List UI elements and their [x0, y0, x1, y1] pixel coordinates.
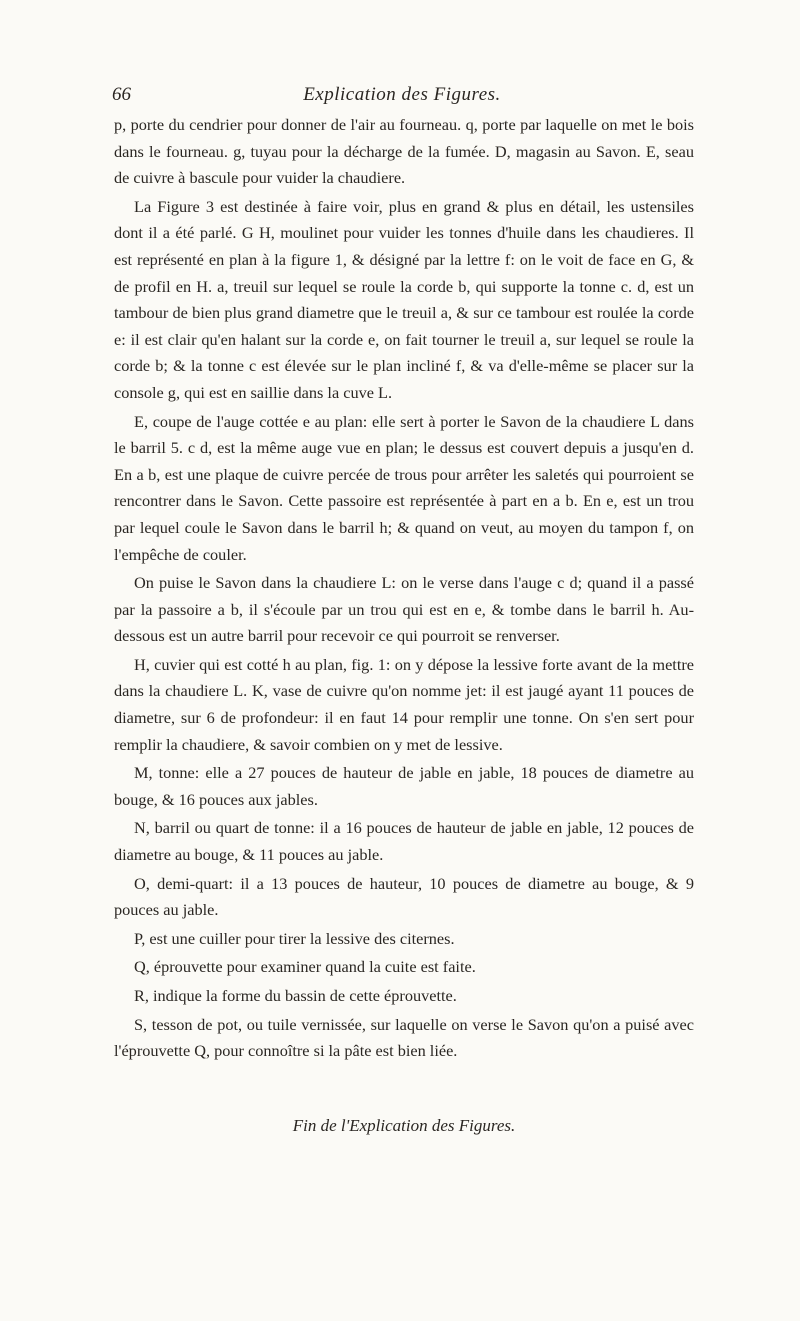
paragraph: N, barril ou quart de tonne: il a 16 pouces de hauteur de jable en jable, 12 pouces de diametre au bouge, & 11 pouces au jable. [114, 818, 694, 865]
paragraph: p, porte du cendrier pour donner de l'air au fourneau. q, porte par laquelle on met le bois dans le fourneau. g, tuyau pour la décharge de la fumée. D, magasin au Savon. E, seau de cuivre à bascule pour vuider la chaudiere. [114, 115, 694, 188]
body-text [114, 112, 694, 1067]
paragraph: S, tesson de pot, ou tuile vernissée, sur laquelle on verse le Savon qu'on a puisé avec l'éprouvette Q, pour connoître si la pâte est bien liée. [114, 1014, 694, 1061]
paragraph: E, coupe de l'auge cottée e au plan: elle sert à porter le Savon de la chaudiere L dans le barril 5. c d, est la même auge vue en plan; le dessus est couvert depuis a jusqu'en d. En a b, est une plaque de cuivre percée de trous pour arrêter les saletés qui pourroient se rencontrer dans le Savon. Cette passoire est représentée à part en a b. En e, est un trou par lequel coule le Savon dans le barril h; & quand on veut, au moyen du tampon f, on l'empêche de couler. [114, 411, 694, 564]
paragraph: On puise le Savon dans la chaudiere L: on le verse dans l'auge c d; quand il a passé par la passoire a b, il s'écoule par un trou qui est en e, & tombe dans le barril h. Au-dessous est un autre barril pour recevoir ce qui pourroit se renverser. [114, 573, 694, 646]
paragraph: O, demi-quart: il a 13 pouces de hauteur, 10 pouces de diametre au bouge, & 9 pouces au jable. [114, 873, 694, 920]
paragraph: Q, éprouvette pour examiner quand la cuite est faite. [134, 957, 476, 977]
closing-line: Fin de l'Explication des Figures. [292, 1116, 516, 1135]
paragraph: M, tonne: elle a 27 pouces de hauteur de jable en jable, 18 pouces de diametre au bouge, & 16 pouces aux jables. [114, 763, 694, 809]
running-head [112, 84, 692, 110]
paragraph: R, indique la forme du bassin de cette éprouvette. [134, 986, 457, 1005]
page-number: 66 [112, 84, 131, 105]
paragraph: P, est une cuiller pour tirer la lessive des citernes. [134, 928, 455, 948]
paragraph: La Figure 3 est destinée à faire voir, plus en grand & plus en détail, les ustensiles dont il a été parlé. G H, moulinet pour vuider les tonnes d'huile dans les chaudieres. Il est représenté en plan à la figure 1, & désigné par la lettre f: on le voit de face en G, & de profil en H. a, treuil sur lequel se roule la corde b, qui supporte la tonne c. d, est un tambour de bien plus grand diametre que le treuil a, & sur ce tambour est roulée la corde e: il est clair qu'en halant sur la corde e, on fait tourner le treuil a, sur lequel se roule la corde b; & la tonne c est élevée sur le plan incliné f, & va d'elle-même se placer sur la console g, qui est en saillie dans la cuve L. [114, 196, 694, 402]
paragraph: H, cuvier qui est cotté h au plan, fig. 1: on y dépose la lessive forte avant de la mettre dans la chaudiere L. K, vase de cuivre qu'on nomme jet: il est jaugé ayant 11 pouces de diametre, sur 6 de profondeur: il en faut 14 pour remplir une tonne. On s'en sert pour remplir la chaudiere, & savoir combien on y met de lessive. [114, 654, 694, 754]
running-title: Explication des Figures. [303, 84, 501, 105]
